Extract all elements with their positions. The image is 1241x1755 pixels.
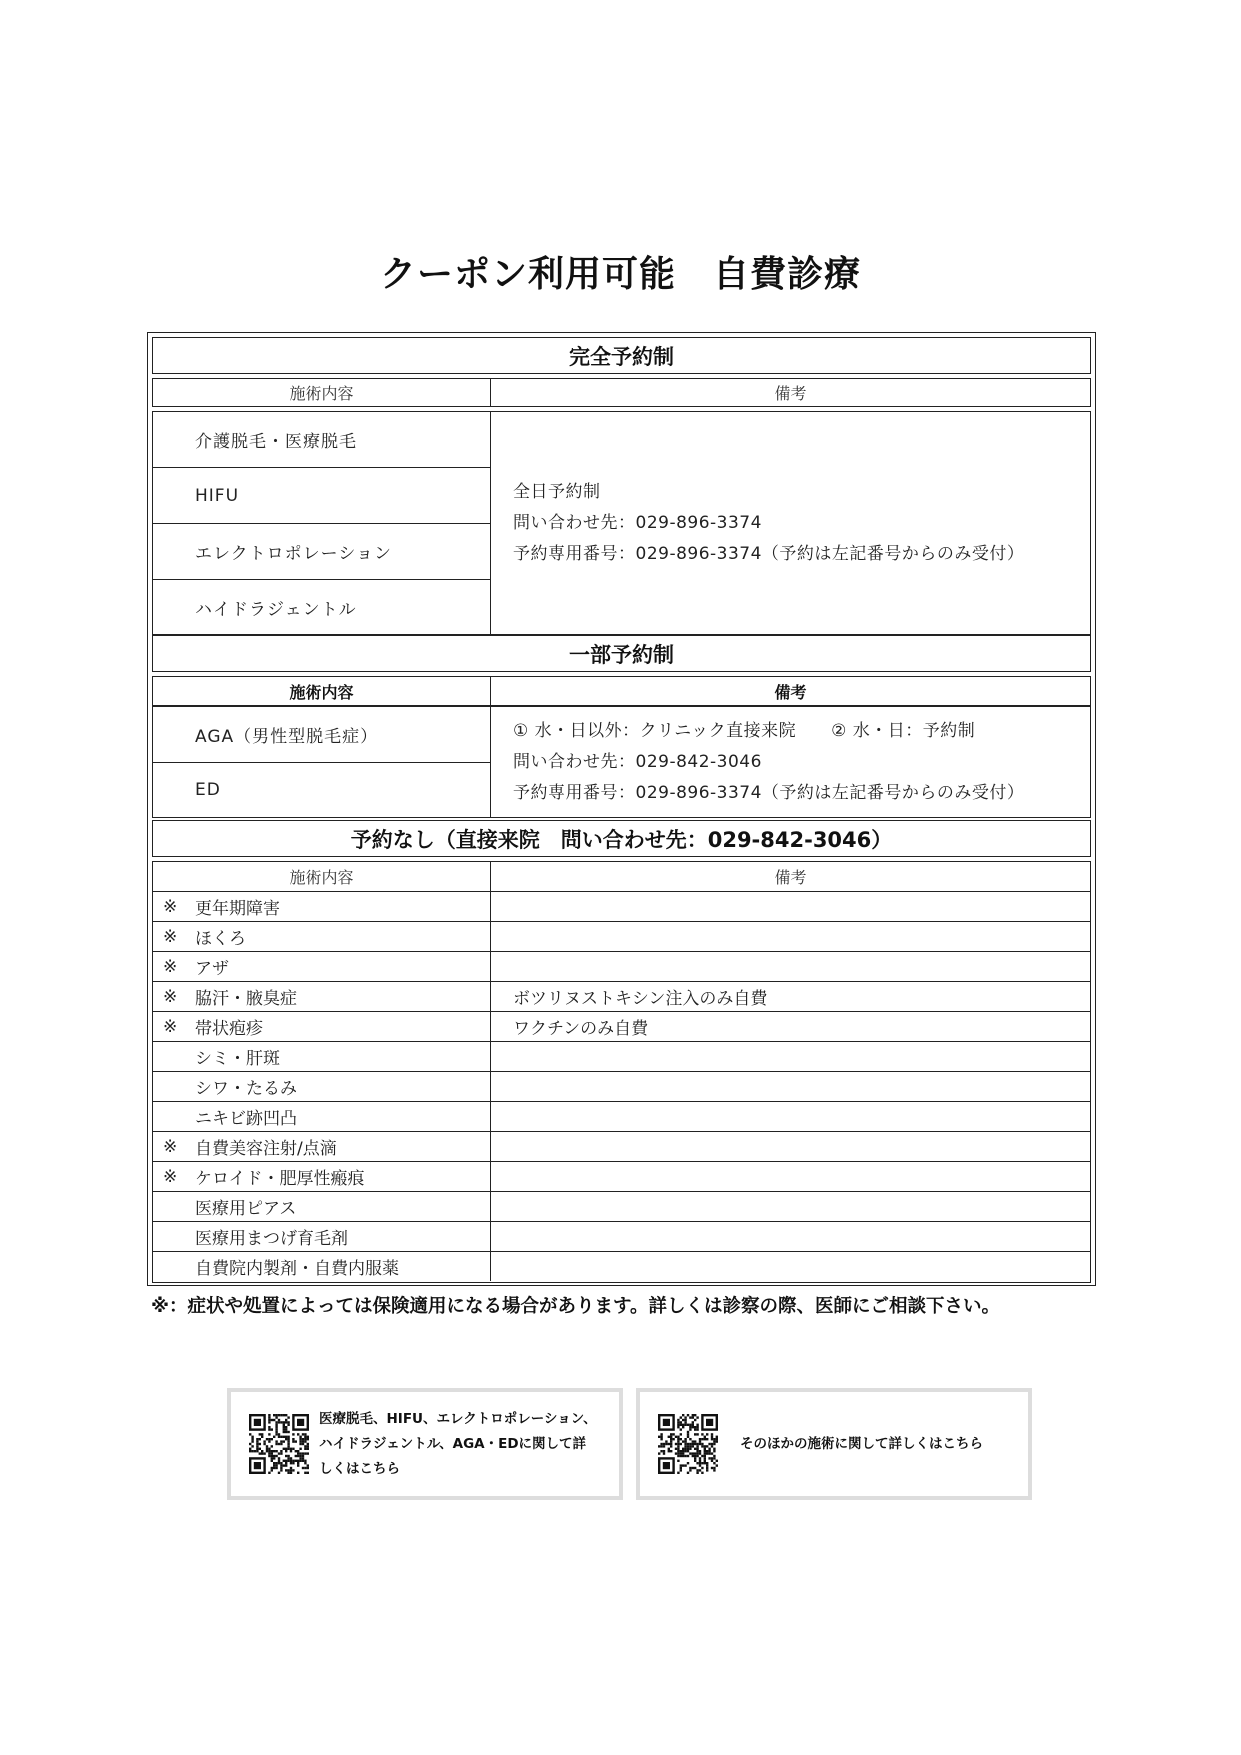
treatment-table (147, 332, 1096, 1286)
table-row (153, 1251, 1090, 1281)
treatment-name: 更年期障害 (195, 899, 280, 919)
note-cell (491, 1132, 1090, 1161)
treatment-name: ニキビ跡凹凸 (195, 1109, 297, 1129)
treatment-cell (153, 952, 491, 981)
section2-header-row (152, 676, 1091, 706)
note-cell (491, 1222, 1090, 1251)
column-header-note: 備考 (774, 384, 807, 403)
note-line: 予約専用番号：029-896-3374（予約は左記番号からのみ受付） (513, 782, 1025, 803)
note-line: ① 水・日以外：クリニック直接来院 ② 水・日：予約制 (513, 720, 976, 741)
section1-treatment-list (153, 412, 491, 634)
treatment-name: 自費院内製剤・自費内服薬 (195, 1259, 399, 1279)
table-row (153, 891, 1090, 921)
treatment-cell (153, 1162, 491, 1191)
treatment-cell (153, 1222, 491, 1251)
table-row (153, 1101, 1090, 1131)
column-header-treatment: 施術内容 (153, 379, 491, 406)
section3-rows (153, 891, 1090, 1281)
note-cell (491, 1192, 1090, 1221)
qr-card-line: ハイドラジェントル、AGA・EDに関して詳 (319, 1435, 587, 1452)
treatment-name: アザ (195, 959, 229, 979)
note-line: 問い合わせ先：029-842-3046 (513, 751, 762, 772)
table-row (153, 1221, 1090, 1251)
insurance-note-mark: ※ (163, 896, 178, 917)
table-row (153, 1041, 1090, 1071)
qr-card-line: そのほかの施術に関して詳しくはこちら (740, 1435, 983, 1452)
insurance-note-mark: ※ (163, 1166, 178, 1187)
section3-header-row (153, 862, 1090, 891)
treatment-name: シミ・肝斑 (195, 1049, 280, 1069)
insurance-note-mark: ※ (163, 956, 178, 977)
treatment-cell (153, 982, 491, 1011)
qr-card-text (319, 1407, 597, 1482)
section3-body (152, 861, 1091, 1283)
treatment-name: ほくろ (195, 929, 246, 949)
table-row (153, 1131, 1090, 1161)
treatment-cell (153, 922, 491, 951)
qr-card-other-treatments[interactable] (636, 1388, 1032, 1500)
insurance-note-mark: ※ (163, 986, 178, 1007)
qr-code-icon (249, 1414, 309, 1474)
treatment-cell (153, 1192, 491, 1221)
treatment-cell (153, 1012, 491, 1041)
treatment-name: 脇汗・腋臭症 (195, 989, 297, 1009)
treatment-name: 自費美容注射/点滴 (195, 1139, 337, 1159)
section1-body (152, 411, 1091, 635)
section-full-reservation-title: 完全予約制 (152, 337, 1091, 374)
section2-body (152, 706, 1091, 818)
insurance-note-mark: ※ (163, 1016, 178, 1037)
table-row (153, 1161, 1090, 1191)
note-cell (491, 1252, 1090, 1281)
treatment-cell (153, 1102, 491, 1131)
treatment-name: 帯状疱疹 (195, 1019, 263, 1039)
note-cell: ワクチンのみ自費 (513, 1019, 649, 1039)
treatment-name: シワ・たるみ (195, 1079, 297, 1099)
insurance-note-mark: ※ (163, 926, 178, 947)
insurance-note-mark: ※ (163, 1136, 178, 1157)
treatment-item: 介護脱毛・医療脱毛 (153, 412, 490, 468)
treatment-cell (153, 892, 491, 921)
treatment-item: ED (195, 779, 221, 800)
treatment-name: ケロイド・肥厚性瘢痕 (195, 1169, 365, 1189)
note-cell (491, 1042, 1090, 1071)
treatment-item: ハイドラジェントル (195, 600, 357, 620)
table-row (153, 1071, 1090, 1101)
section1-header-row (152, 378, 1091, 407)
table-row (153, 1011, 1090, 1041)
note-cell (491, 922, 1090, 951)
qr-card-main-treatments[interactable] (227, 1388, 623, 1500)
note-cell (491, 1072, 1090, 1101)
treatment-name: 医療用ピアス (195, 1199, 297, 1219)
section2-note (491, 707, 1090, 817)
note-cell (491, 892, 1090, 921)
qr-card-line: 医療脱毛、HIFU、エレクトロポレーション、 (319, 1410, 597, 1427)
treatment-cell (153, 1252, 491, 1281)
treatment-item: HIFU (153, 468, 490, 524)
page-title: クーポン利用可能 自費診療 (379, 254, 861, 295)
qr-code-icon (658, 1414, 718, 1474)
treatment-item: エレクトロポレーション (153, 524, 490, 580)
note-cell: ボツリヌストキシン注入のみ自費 (513, 989, 768, 1009)
footnote: ※：症状や処置によっては保険適用になる場合があります。詳しくは診察の際、医師にご相談下さい。 (151, 1296, 1001, 1317)
section-walk-in-title: 予約なし（直接来院 問い合わせ先：029-842-3046） (152, 820, 1091, 857)
table-row (153, 981, 1090, 1011)
column-header-treatment: 施術内容 (153, 677, 491, 705)
table-row (153, 951, 1090, 981)
qr-card-text (740, 1432, 983, 1457)
section2-treatment-list (153, 707, 491, 817)
note-line: 問い合わせ先：029-896-3374 (513, 512, 762, 533)
note-line: 全日予約制 (513, 481, 601, 502)
note-cell (491, 952, 1090, 981)
note-cell (491, 1162, 1090, 1191)
column-header-note: 備考 (774, 868, 807, 887)
section-partial-reservation-title: 一部予約制 (152, 635, 1091, 672)
treatment-cell (153, 1042, 491, 1071)
treatment-item: AGA（男性型脱毛症） (153, 707, 490, 763)
column-header-treatment: 施術内容 (153, 862, 491, 891)
treatment-cell (153, 1072, 491, 1101)
treatment-cell (153, 1132, 491, 1161)
qr-card-line: しくはこちら (319, 1460, 400, 1477)
table-row (153, 1191, 1090, 1221)
section1-note (491, 412, 1090, 634)
note-line: 予約専用番号：029-896-3374（予約は左記番号からのみ受付） (513, 543, 1025, 564)
note-cell (491, 1102, 1090, 1131)
column-header-note: 備考 (774, 682, 807, 702)
treatment-name: 医療用まつげ育毛剤 (195, 1229, 348, 1249)
table-row (153, 921, 1090, 951)
